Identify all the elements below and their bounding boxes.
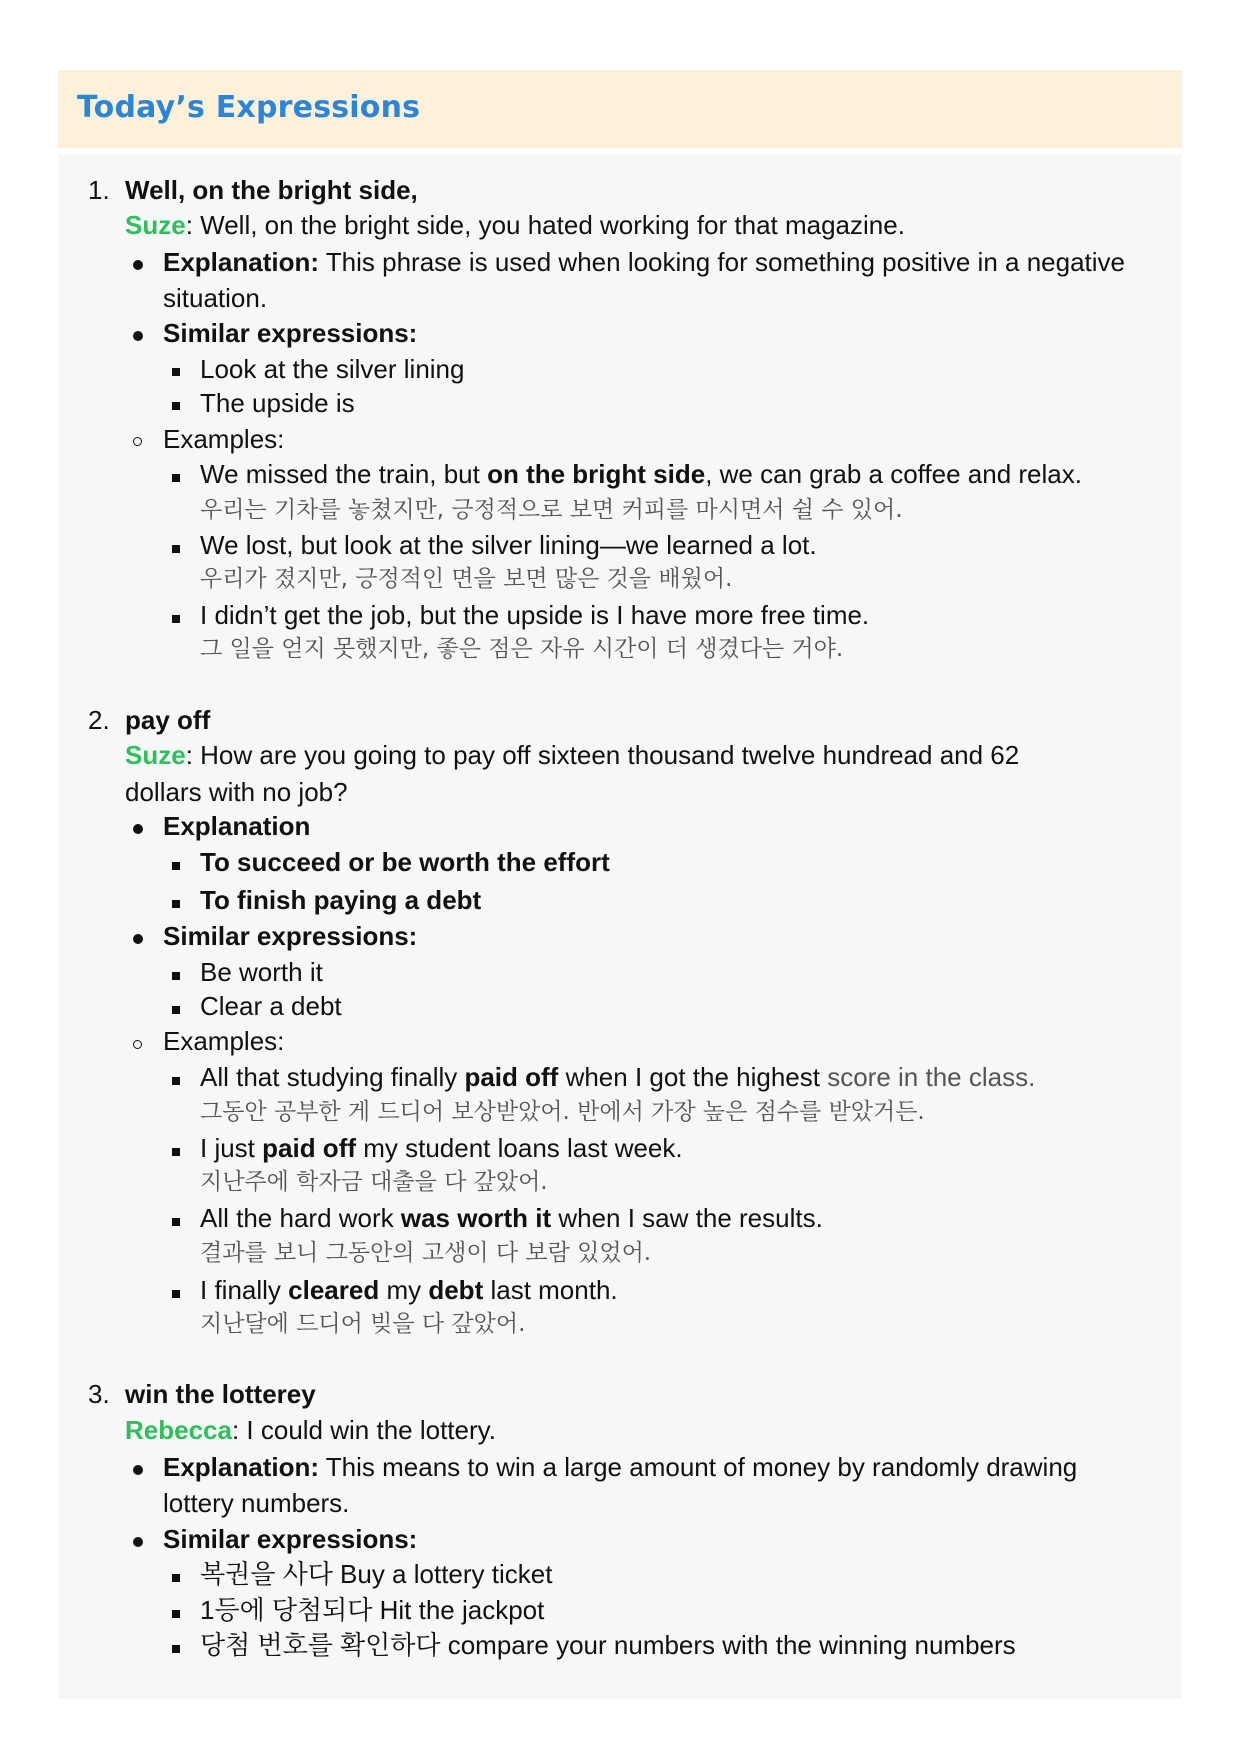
square-bullet-icon (172, 474, 180, 482)
similar-label: Similar expressions: (163, 1524, 418, 1554)
explanation-text-cont: situation. (163, 283, 268, 313)
square-bullet-icon (172, 1006, 180, 1014)
header-banner (58, 70, 1182, 148)
example-translation: 결과를 보니 그동안의 고생이 다 보람 있었어. (200, 1240, 652, 1266)
meaning-item: To succeed or be worth the effort (200, 847, 610, 877)
square-bullet-icon (172, 1148, 180, 1156)
dialogue-line (125, 208, 905, 242)
example-sentence: All the hard work was worth it when I saw the results. (200, 1203, 823, 1233)
dialogue-line (125, 1413, 496, 1447)
speaker-name: Rebecca (125, 1415, 232, 1445)
speaker-name: Suze (125, 210, 186, 240)
example-translation: 우리는 기차를 놓쳤지만, 긍정적으로 보면 커피를 마시면서 쉴 수 있어. (200, 497, 903, 523)
square-bullet-icon (172, 1574, 180, 1582)
page-title: Today’s Expressions (77, 90, 421, 125)
expression-title: Well, on the bright side, (125, 175, 418, 205)
bullet-icon (133, 331, 143, 341)
example-sentence: All that studying finally paid off when I got the highest score in the class. (200, 1062, 1036, 1092)
example-sentence: I didn’t get the job, but the upside is I have more free time. (200, 600, 870, 630)
square-bullet-icon (172, 972, 180, 980)
square-bullet-icon (172, 615, 180, 623)
example-translation: 지난주에 학자금 대출을 다 갚았어. (200, 1169, 548, 1195)
explanation-label: Explanation: (163, 1452, 320, 1482)
similar-item: 복권을 사다 Buy a lottery ticket (200, 1559, 553, 1589)
bullet-icon (133, 260, 143, 270)
bullet-icon (133, 934, 143, 944)
circle-bullet-icon (133, 1040, 142, 1049)
similar-item: 당첨 번호를 확인하다 compare your numbers with the winning numbers (200, 1630, 1016, 1660)
explanation-text-cont: lottery numbers. (163, 1488, 350, 1518)
example-translation: 그동안 공부한 게 드디어 보상받았어. 반에서 가장 높은 점수를 받았거든. (200, 1099, 925, 1125)
square-bullet-icon (172, 862, 180, 870)
explanation-label: Explanation (163, 811, 311, 841)
similar-label: Similar expressions: (163, 921, 418, 951)
example-translation: 그 일을 얻지 못했지만, 좋은 점은 자유 시간이 더 생겼다는 거야. (200, 636, 844, 662)
examples-label: Examples: (163, 1026, 285, 1056)
quote-text: : I could win the lottery. (231, 1415, 496, 1445)
similar-item: 1등에 당첨되다 Hit the jackpot (200, 1595, 545, 1625)
example-sentence: I finally cleared my debt last month. (200, 1275, 618, 1305)
square-bullet-icon (172, 900, 180, 908)
similar-item: Clear a debt (200, 991, 342, 1021)
quote-text: : How are you going to pay off sixteen thousand twelve hundread and 62 (185, 740, 1020, 770)
item-number: 1. (88, 175, 110, 205)
example-sentence: We missed the train, but on the bright side, we can grab a coffee and relax. (200, 459, 1082, 489)
expression-title: pay off (125, 705, 211, 735)
similar-item: The upside is (200, 388, 355, 418)
example-translation: 우리가 졌지만, 긍정적인 면을 보면 많은 것을 배웠어. (200, 566, 733, 592)
item-number: 3. (88, 1379, 110, 1409)
square-bullet-icon (172, 368, 180, 376)
bullet-icon (133, 824, 143, 834)
explanation-line (163, 245, 1125, 279)
speaker-name: Suze (125, 740, 186, 770)
square-bullet-icon (172, 1290, 180, 1298)
square-bullet-icon (172, 545, 180, 553)
square-bullet-icon (172, 402, 180, 410)
similar-label: Similar expressions: (163, 318, 418, 348)
explanation-line (163, 1450, 1077, 1484)
expression-title: win the lotterey (125, 1379, 316, 1409)
examples-label: Examples: (163, 424, 285, 454)
explanation-text: This phrase is used when looking for something positive in a negative (319, 247, 1126, 277)
meaning-item: To finish paying a debt (200, 885, 482, 915)
square-bullet-icon (172, 1077, 180, 1085)
explanation-text: This means to win a large amount of money by randomly drawing (319, 1452, 1078, 1482)
example-translation: 지난달에 드디어 빚을 다 갚았어. (200, 1311, 526, 1337)
bullet-icon (133, 1537, 143, 1547)
quote-text-cont: dollars with no job? (125, 777, 348, 807)
example-sentence: I just paid off my student loans last week. (200, 1133, 683, 1163)
bullet-icon (133, 1465, 143, 1475)
quote-text: : Well, on the bright side, you hated working for that magazine. (185, 210, 905, 240)
similar-item: Look at the silver lining (200, 354, 465, 384)
dialogue-line (125, 738, 1019, 772)
example-sentence: We lost, but look at the silver lining—we learned a lot. (200, 530, 817, 560)
square-bullet-icon (172, 1610, 180, 1618)
square-bullet-icon (172, 1218, 180, 1226)
item-number: 2. (88, 705, 110, 735)
explanation-label: Explanation: (163, 247, 320, 277)
similar-item: Be worth it (200, 957, 323, 987)
circle-bullet-icon (133, 437, 142, 446)
square-bullet-icon (172, 1645, 180, 1653)
